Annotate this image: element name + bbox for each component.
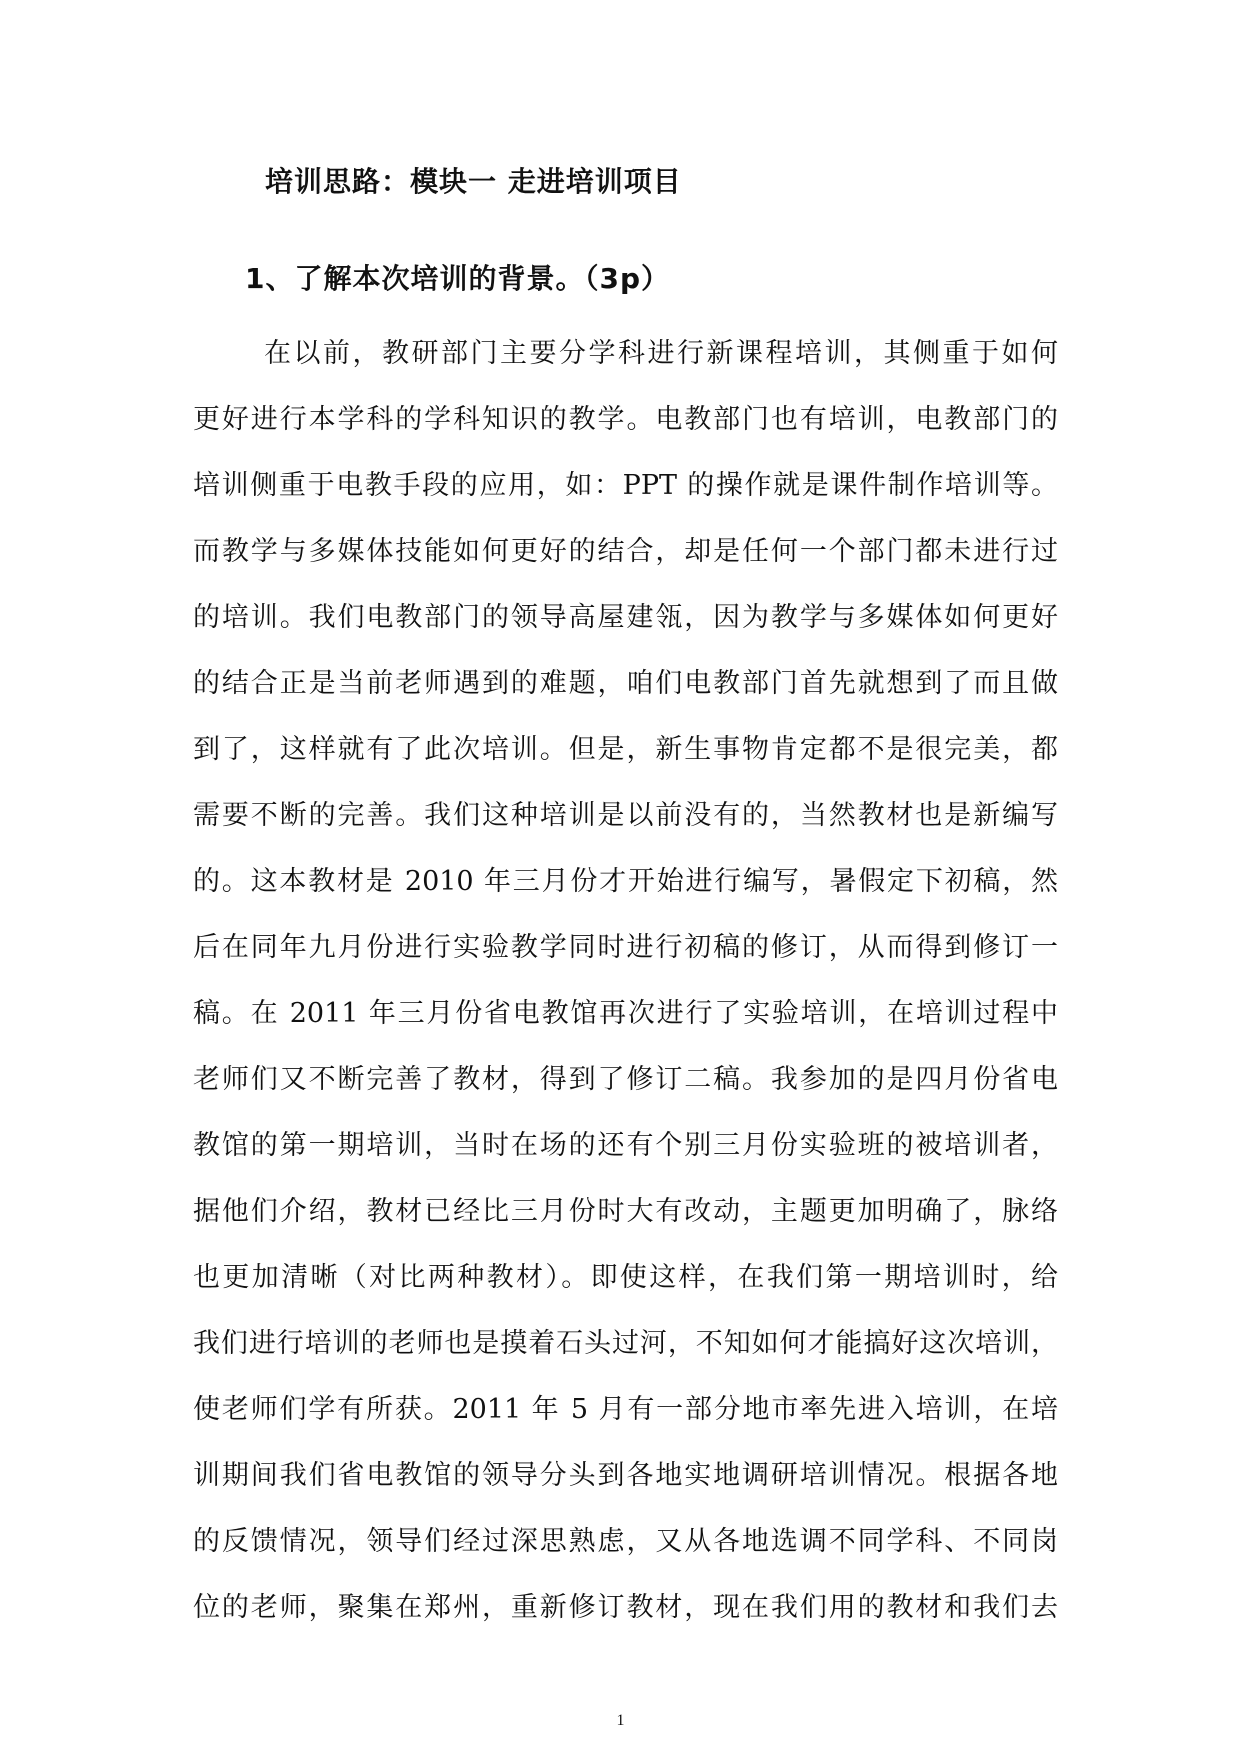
paragraph-line: 稿。在 2011 年三月份省电教馆再次进行了实验培训，在培训过程中 (193, 998, 1058, 1029)
paragraph-line: 而教学与多媒体技能如何更好的结合，却是任何一个部门都未进行过 (193, 536, 1058, 567)
paragraph-line: 在以前，教研部门主要分学科进行新课程培训，其侧重于如何 (264, 338, 1058, 369)
paragraph-line: 后在同年九月份进行实验教学同时进行初稿的修订，从而得到修订一 (193, 932, 1058, 963)
body-paragraph (193, 332, 1058, 1652)
paragraph-line: 训期间我们省电教馆的领导分头到各地实地调研培训情况。根据各地 (193, 1460, 1058, 1491)
page-number: 1 (616, 1712, 625, 1729)
paragraph-line: 也更加清晰（对比两种教材）。即使这样，在我们第一期培训时，给 (193, 1262, 1058, 1293)
paragraph-line: 的。这本教材是 2010 年三月份才开始进行编写，暑假定下初稿，然 (193, 866, 1058, 897)
paragraph-line: 的反馈情况，领导们经过深思熟虑，又从各地选调不同学科、不同岗 (193, 1526, 1058, 1557)
paragraph-line: 据他们介绍，教材已经比三月份时大有改动，主题更加明确了，脉络 (193, 1196, 1058, 1227)
section-heading: 1、了解本次培训的背景。（3p） (245, 262, 671, 295)
paragraph-line: 教馆的第一期培训，当时在场的还有个别三月份实验班的被培训者， (193, 1130, 1058, 1161)
page-title: 培训思路：模块一 走进培训项目 (265, 165, 682, 198)
paragraph-line: 更好进行本学科的学科知识的教学。电教部门也有培训，电教部门的 (193, 404, 1058, 435)
paragraph-line: 的培训。我们电教部门的领导高屋建瓴，因为教学与多媒体如何更好 (193, 602, 1058, 633)
paragraph-line: 使老师们学有所获。2011 年 5 月有一部分地市率先进入培训，在培 (193, 1394, 1058, 1425)
paragraph-line: 老师们又不断完善了教材，得到了修订二稿。我参加的是四月份省电 (193, 1064, 1058, 1095)
paragraph-line: 培训侧重于电教手段的应用，如：PPT 的操作就是课件制作培训等。 (193, 470, 1058, 501)
paragraph-line: 位的老师，聚集在郑州，重新修订教材，现在我们用的教材和我们去 (193, 1592, 1058, 1623)
paragraph-line: 的结合正是当前老师遇到的难题，咱们电教部门首先就想到了而且做 (193, 668, 1058, 699)
paragraph-line: 我们进行培训的老师也是摸着石头过河，不知如何才能搞好这次培训， (193, 1328, 1058, 1359)
paragraph-line: 需要不断的完善。我们这种培训是以前没有的，当然教材也是新编写 (193, 800, 1058, 831)
paragraph-line: 到了，这样就有了此次培训。但是，新生事物肯定都不是很完美，都 (193, 734, 1058, 765)
